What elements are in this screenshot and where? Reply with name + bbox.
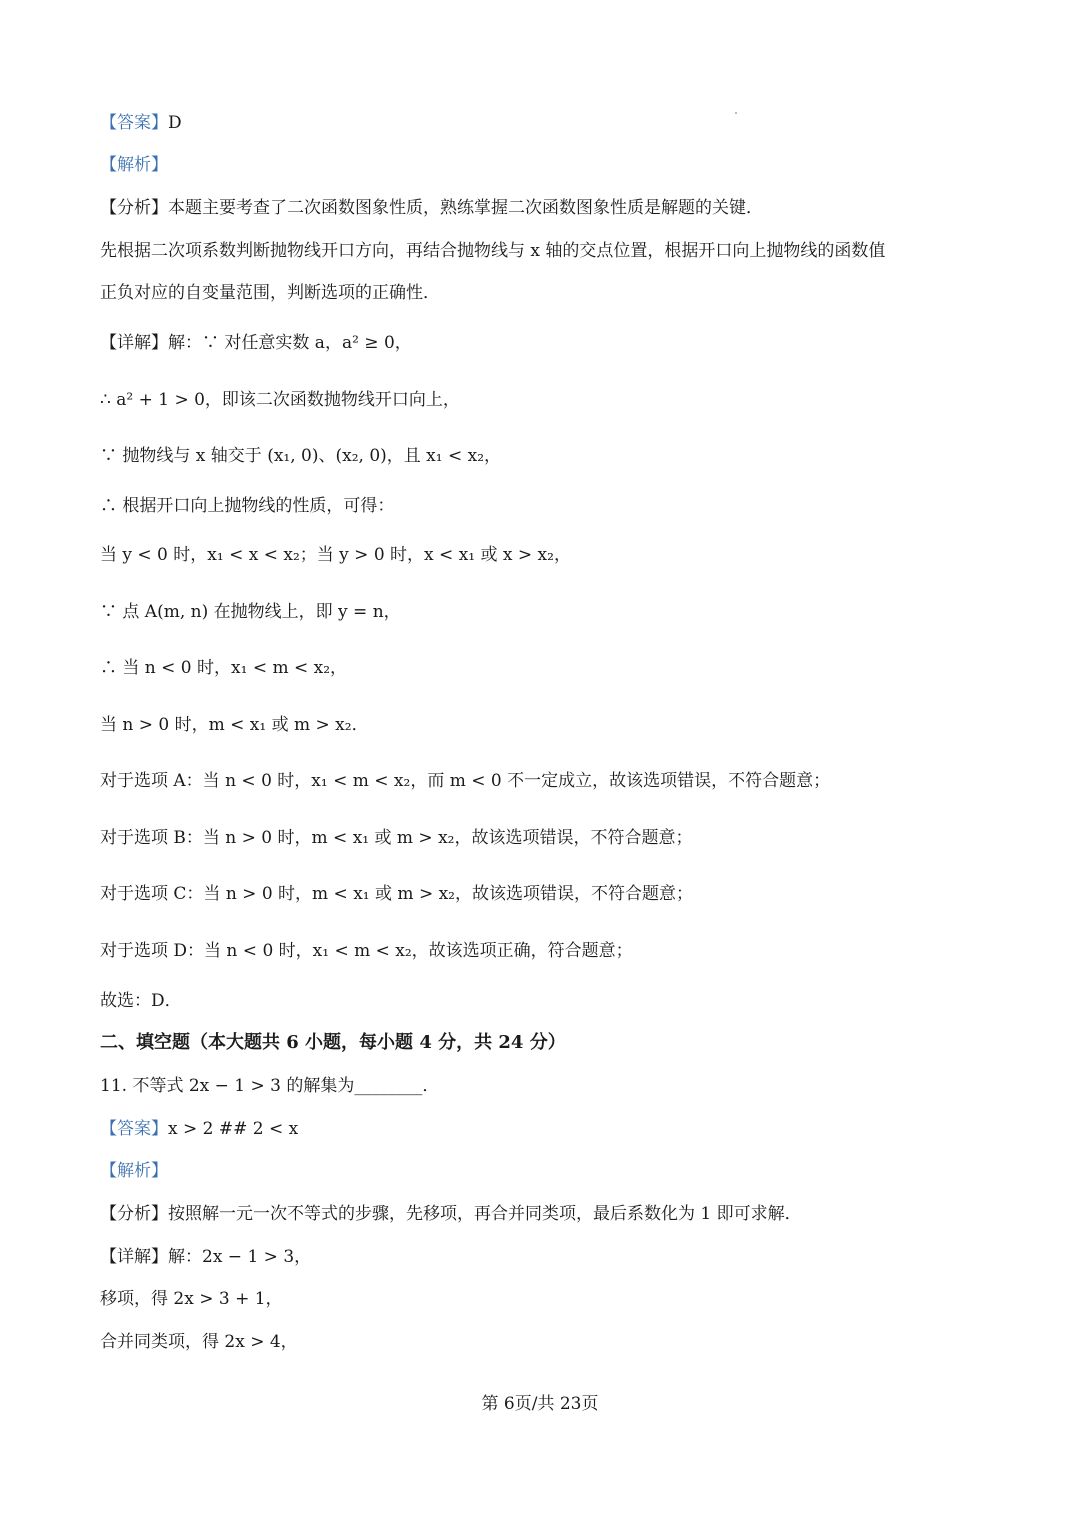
option-d-line: 对于选项 D：当 n < 0 时，x₁ < m < x₂，故该选项正确，符合题意； <box>100 941 633 961</box>
answer-line-1 <box>100 112 182 134</box>
option-b-line: 对于选项 B：当 n > 0 时，m < x₁ 或 m > x₂，故该选项错误，不符合题意； <box>100 828 693 848</box>
detail-line-2: ∴ a² + 1 > 0，即该二次函数抛物线开口向上， <box>100 390 460 410</box>
analysis-summary-2: 【分析】按照解一元一次不等式的步骤，先移项，再合并同类项，最后系数化为 1 即可求解． <box>100 1204 802 1224</box>
answer-line-2 <box>100 1118 298 1140</box>
detail-line-9: 【详解】解：2x − 1 > 3， <box>100 1247 312 1267</box>
answer-value: D <box>168 113 182 133</box>
option-c-line: 对于选项 C：当 n > 0 时，m < x₁ 或 m > x₂，故该选项错误，不符合题意； <box>100 884 693 904</box>
analysis-heading-1: 【解析】 <box>100 155 168 175</box>
answer-value-2: x > 2 ## 2 < x <box>168 1119 299 1139</box>
detail-line-7: ∴ 当 n < 0 时，x₁ < m < x₂， <box>100 658 348 678</box>
detail-line-3: ∵ 抛物线与 x 轴交于 (x₁, 0)、(x₂, 0)，且 x₁ < x₂， <box>100 446 502 466</box>
answer-label: 【答案】 <box>100 113 168 133</box>
analysis-summary-1: 【分析】本题主要考查了二次函数图象性质，熟练掌握二次函数图象性质是解题的关键． <box>100 198 763 218</box>
analysis-heading-2: 【解析】 <box>100 1161 168 1181</box>
answer-label-2: 【答案】 <box>100 1119 168 1139</box>
detail-line-1: 【详解】解：∵ 对任意实数 a，a² ≥ 0， <box>100 333 412 353</box>
detail-line-8: 当 n > 0 时，m < x₁ 或 m > x₂． <box>100 715 369 735</box>
detail-line-5: 当 y < 0 时，x₁ < x < x₂；当 y > 0 时，x < x₁ 或 x > x₂， <box>100 545 571 565</box>
detail-line-4: ∴ 根据开口向上抛物线的性质，可得： <box>100 496 395 516</box>
detail-line-11: 合并同类项，得 2x > 4， <box>100 1332 298 1352</box>
option-a-line: 对于选项 A：当 n < 0 时，x₁ < m < x₂，而 m < 0 不一定成立，故该选项错误，不符合题意； <box>100 771 831 791</box>
scan-dot <box>735 112 737 114</box>
analysis-text-2: 正负对应的自变量范围，判断选项的正确性． <box>100 283 440 303</box>
section-heading: 二、填空题（本大题共 6 小题，每小题 4 分，共 24 分） <box>100 1032 566 1053</box>
choice-line: 故选：D． <box>100 991 182 1011</box>
analysis-text-1: 先根据二次项系数判断抛物线开口方向，再结合抛物线与 x 轴的交点位置，根据开口向上抛物线的函数值 <box>100 241 886 261</box>
detail-line-10: 移项，得 2x > 3 + 1， <box>100 1289 283 1309</box>
page-footer: 第 6页/共 23页 <box>481 1394 599 1414</box>
question-11: 11. 不等式 2x − 1 > 3 的解集为________． <box>100 1076 440 1096</box>
detail-line-6: ∵ 点 A(m, n) 在抛物线上，即 y = n， <box>100 602 401 622</box>
